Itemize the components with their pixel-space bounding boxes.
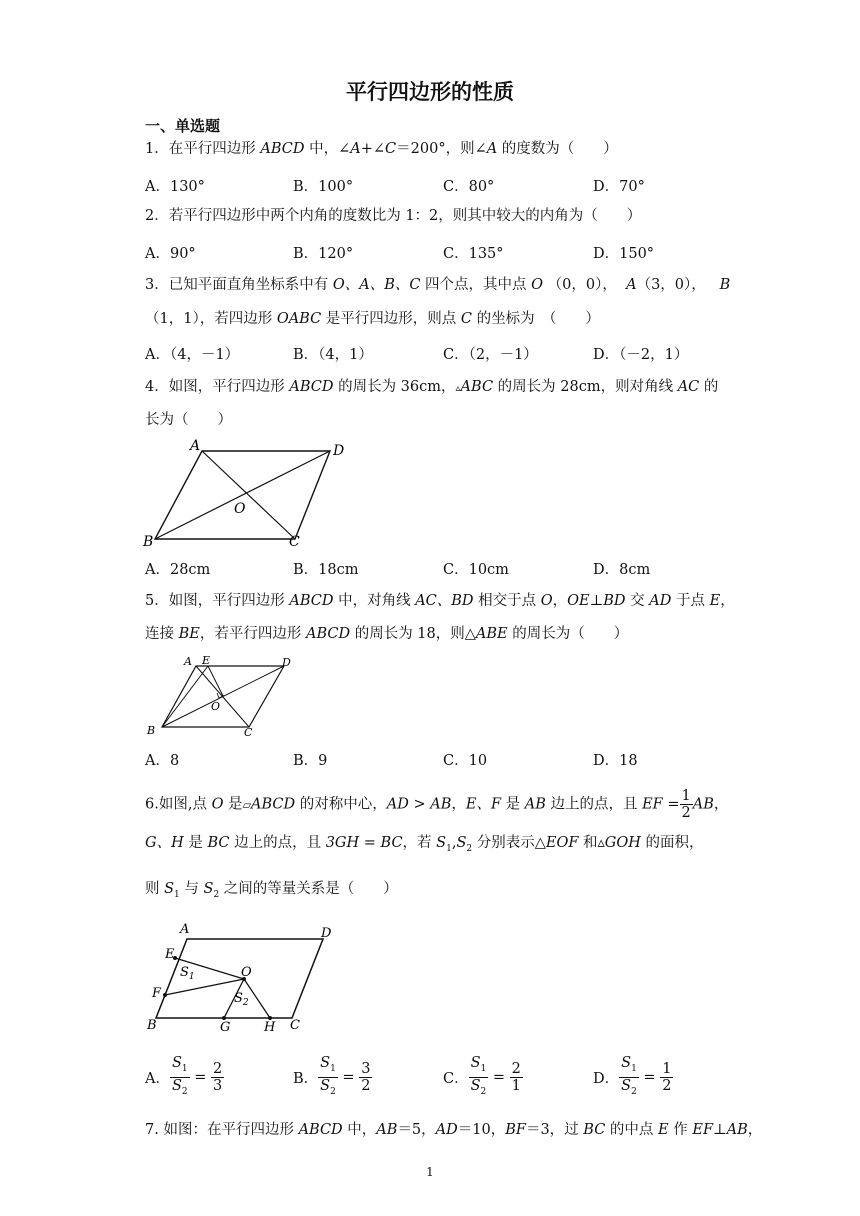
q6-label-f: F bbox=[152, 986, 162, 1001]
question-5-line-1: 5．如图，平行四边形 ABCD 中，对角线 AC、BD 相交于点 O，OE⊥BD 交 AD 于点 E， bbox=[145, 593, 735, 609]
q6-figure bbox=[140, 918, 340, 1038]
q6-label-c: C bbox=[290, 1018, 300, 1033]
q6-label-a: A bbox=[180, 922, 190, 937]
q4-label-a: A bbox=[190, 438, 201, 454]
q4-label-c: C bbox=[289, 534, 300, 550]
question-1: 1．在平行四边形 ABCD 中，∠A+∠C＝200°，则∠A 的度数为（ ） bbox=[145, 141, 618, 157]
q6-label-e: E bbox=[165, 947, 175, 962]
q6-point-f bbox=[163, 993, 167, 997]
q3-option-d: D．（－2，1） bbox=[593, 347, 689, 363]
q5-option-d: D．18 bbox=[593, 753, 638, 769]
question-2: 2．若平行四边形中两个内角的度数比为 1：2，则其中较大的内角为（ ） bbox=[145, 208, 642, 224]
q6-option-d: D． $\frac{S_1}{S_2}$ = $\frac{1}{2}$ bbox=[593, 1055, 672, 1097]
question-4-line-1: 4．如图，平行四边形 ABCD 的周长为 36cm，▵ABC 的周长为 28cm，则对角线 AC 的 bbox=[145, 379, 719, 395]
q5-option-c: C．10 bbox=[443, 753, 488, 769]
q5-option-a: A．8 bbox=[145, 753, 180, 769]
q6-label-o: O bbox=[241, 965, 252, 980]
q4-diagonal-bd bbox=[155, 451, 330, 539]
q3-option-a: A．（4，－1） bbox=[145, 347, 240, 363]
question-6-line-1: 6.如图,点 O 是▱ABCD 的对称中心，AD > AB，E、F 是 AB 边上的点，且 EF = $\frac{1}{2}$ AB， bbox=[145, 788, 729, 821]
question-3-line-2: （1，1），若四边形 OABC 是平行四边形，则点 C 的坐标为 （ ） bbox=[145, 311, 600, 327]
q2-option-d: D．150° bbox=[593, 246, 655, 262]
q6-label-h: H bbox=[264, 1020, 276, 1035]
q5-label-e: E bbox=[202, 654, 211, 667]
q4-label-o: O bbox=[234, 501, 246, 517]
question-3-line-1: 3．已知平面直角坐标系中有 O、A、B、C 四个点，其中点 O （0，0）， A（3，0）， B bbox=[145, 277, 731, 293]
q5-label-b: B bbox=[147, 724, 156, 737]
q1-option-c: C．80° bbox=[443, 179, 495, 195]
question-6-line-2: G、H 是 BC 边上的点，且 3GH = BC，若 $S_1,S_2$ 分别表示△EOF 和▵GOH 的面积， bbox=[145, 835, 704, 854]
q1-option-d: D．70° bbox=[593, 179, 645, 195]
q5-figure bbox=[140, 652, 300, 740]
q6-label-g: G bbox=[220, 1020, 231, 1035]
q2-option-c: C．135° bbox=[443, 246, 504, 262]
q5-label-o: O bbox=[211, 700, 221, 713]
q5-segment-be bbox=[162, 666, 208, 727]
q2-option-a: A．90° bbox=[145, 246, 196, 262]
question-4-line-2: 长为（ ） bbox=[145, 412, 232, 428]
section-heading: 一、单选题 bbox=[145, 117, 221, 135]
q4-label-d: D bbox=[333, 443, 345, 459]
q6-label-b: B bbox=[147, 1018, 157, 1033]
q1-option-b: B．100° bbox=[293, 179, 354, 195]
q6-label-s2: $S_2$ bbox=[234, 991, 249, 1008]
page-number: 1 bbox=[426, 1165, 434, 1179]
q4-diagonal-ac bbox=[202, 451, 295, 539]
question-5-line-2: 连接 BE，若平行四边形 ABCD 的周长为 18，则△ABE 的周长为（ ） bbox=[145, 626, 629, 642]
q3-option-b: B．（4，1） bbox=[293, 347, 373, 363]
q6-option-b: B． $\frac{S_1}{S_2}$ = $\frac{3}{2}$ bbox=[293, 1055, 371, 1097]
q6-segment-fo bbox=[165, 979, 244, 995]
q4-option-b: B．18cm bbox=[293, 562, 359, 578]
q1-option-a: A．130° bbox=[145, 179, 205, 195]
page-title: 平行四边形的性质 bbox=[346, 79, 514, 104]
q5-option-b: B．9 bbox=[293, 753, 328, 769]
q4-option-c: C．10cm bbox=[443, 562, 509, 578]
question-7-line-1: 7. 如图：在平行四边形 ABCD 中，AB＝5，AD＝10，BF＝3，过 BC 的中点 E 作 EF⊥AB， bbox=[145, 1122, 763, 1138]
q6-fraction: $\frac{1}{2}$ bbox=[681, 788, 691, 821]
q5-label-d: D bbox=[282, 656, 291, 669]
q5-label-c: C bbox=[244, 726, 253, 739]
q6-label-s1: $S_1$ bbox=[180, 965, 195, 982]
q6-option-c: C． $\frac{S_1}{S_2}$ = $\frac{2}{1}$ bbox=[443, 1055, 521, 1097]
q5-segment-oe bbox=[208, 666, 223, 696]
q4-figure bbox=[140, 436, 350, 552]
question-6-line-3: 则 $S_1$ 与 $S_2$ 之间的等量关系是（ ） bbox=[145, 881, 398, 900]
q6-option-a: A． $\frac{S_1}{S_2}$ = $\frac{2}{3}$ bbox=[145, 1055, 223, 1097]
q4-option-d: D．8cm bbox=[593, 562, 651, 578]
q5-label-a: A bbox=[184, 655, 192, 668]
q6-label-d: D bbox=[321, 926, 332, 941]
q4-option-a: A．28cm bbox=[145, 562, 211, 578]
q3-option-c: C．（2，－1） bbox=[443, 347, 538, 363]
q2-option-b: B．120° bbox=[293, 246, 354, 262]
q4-label-b: B bbox=[143, 534, 154, 550]
